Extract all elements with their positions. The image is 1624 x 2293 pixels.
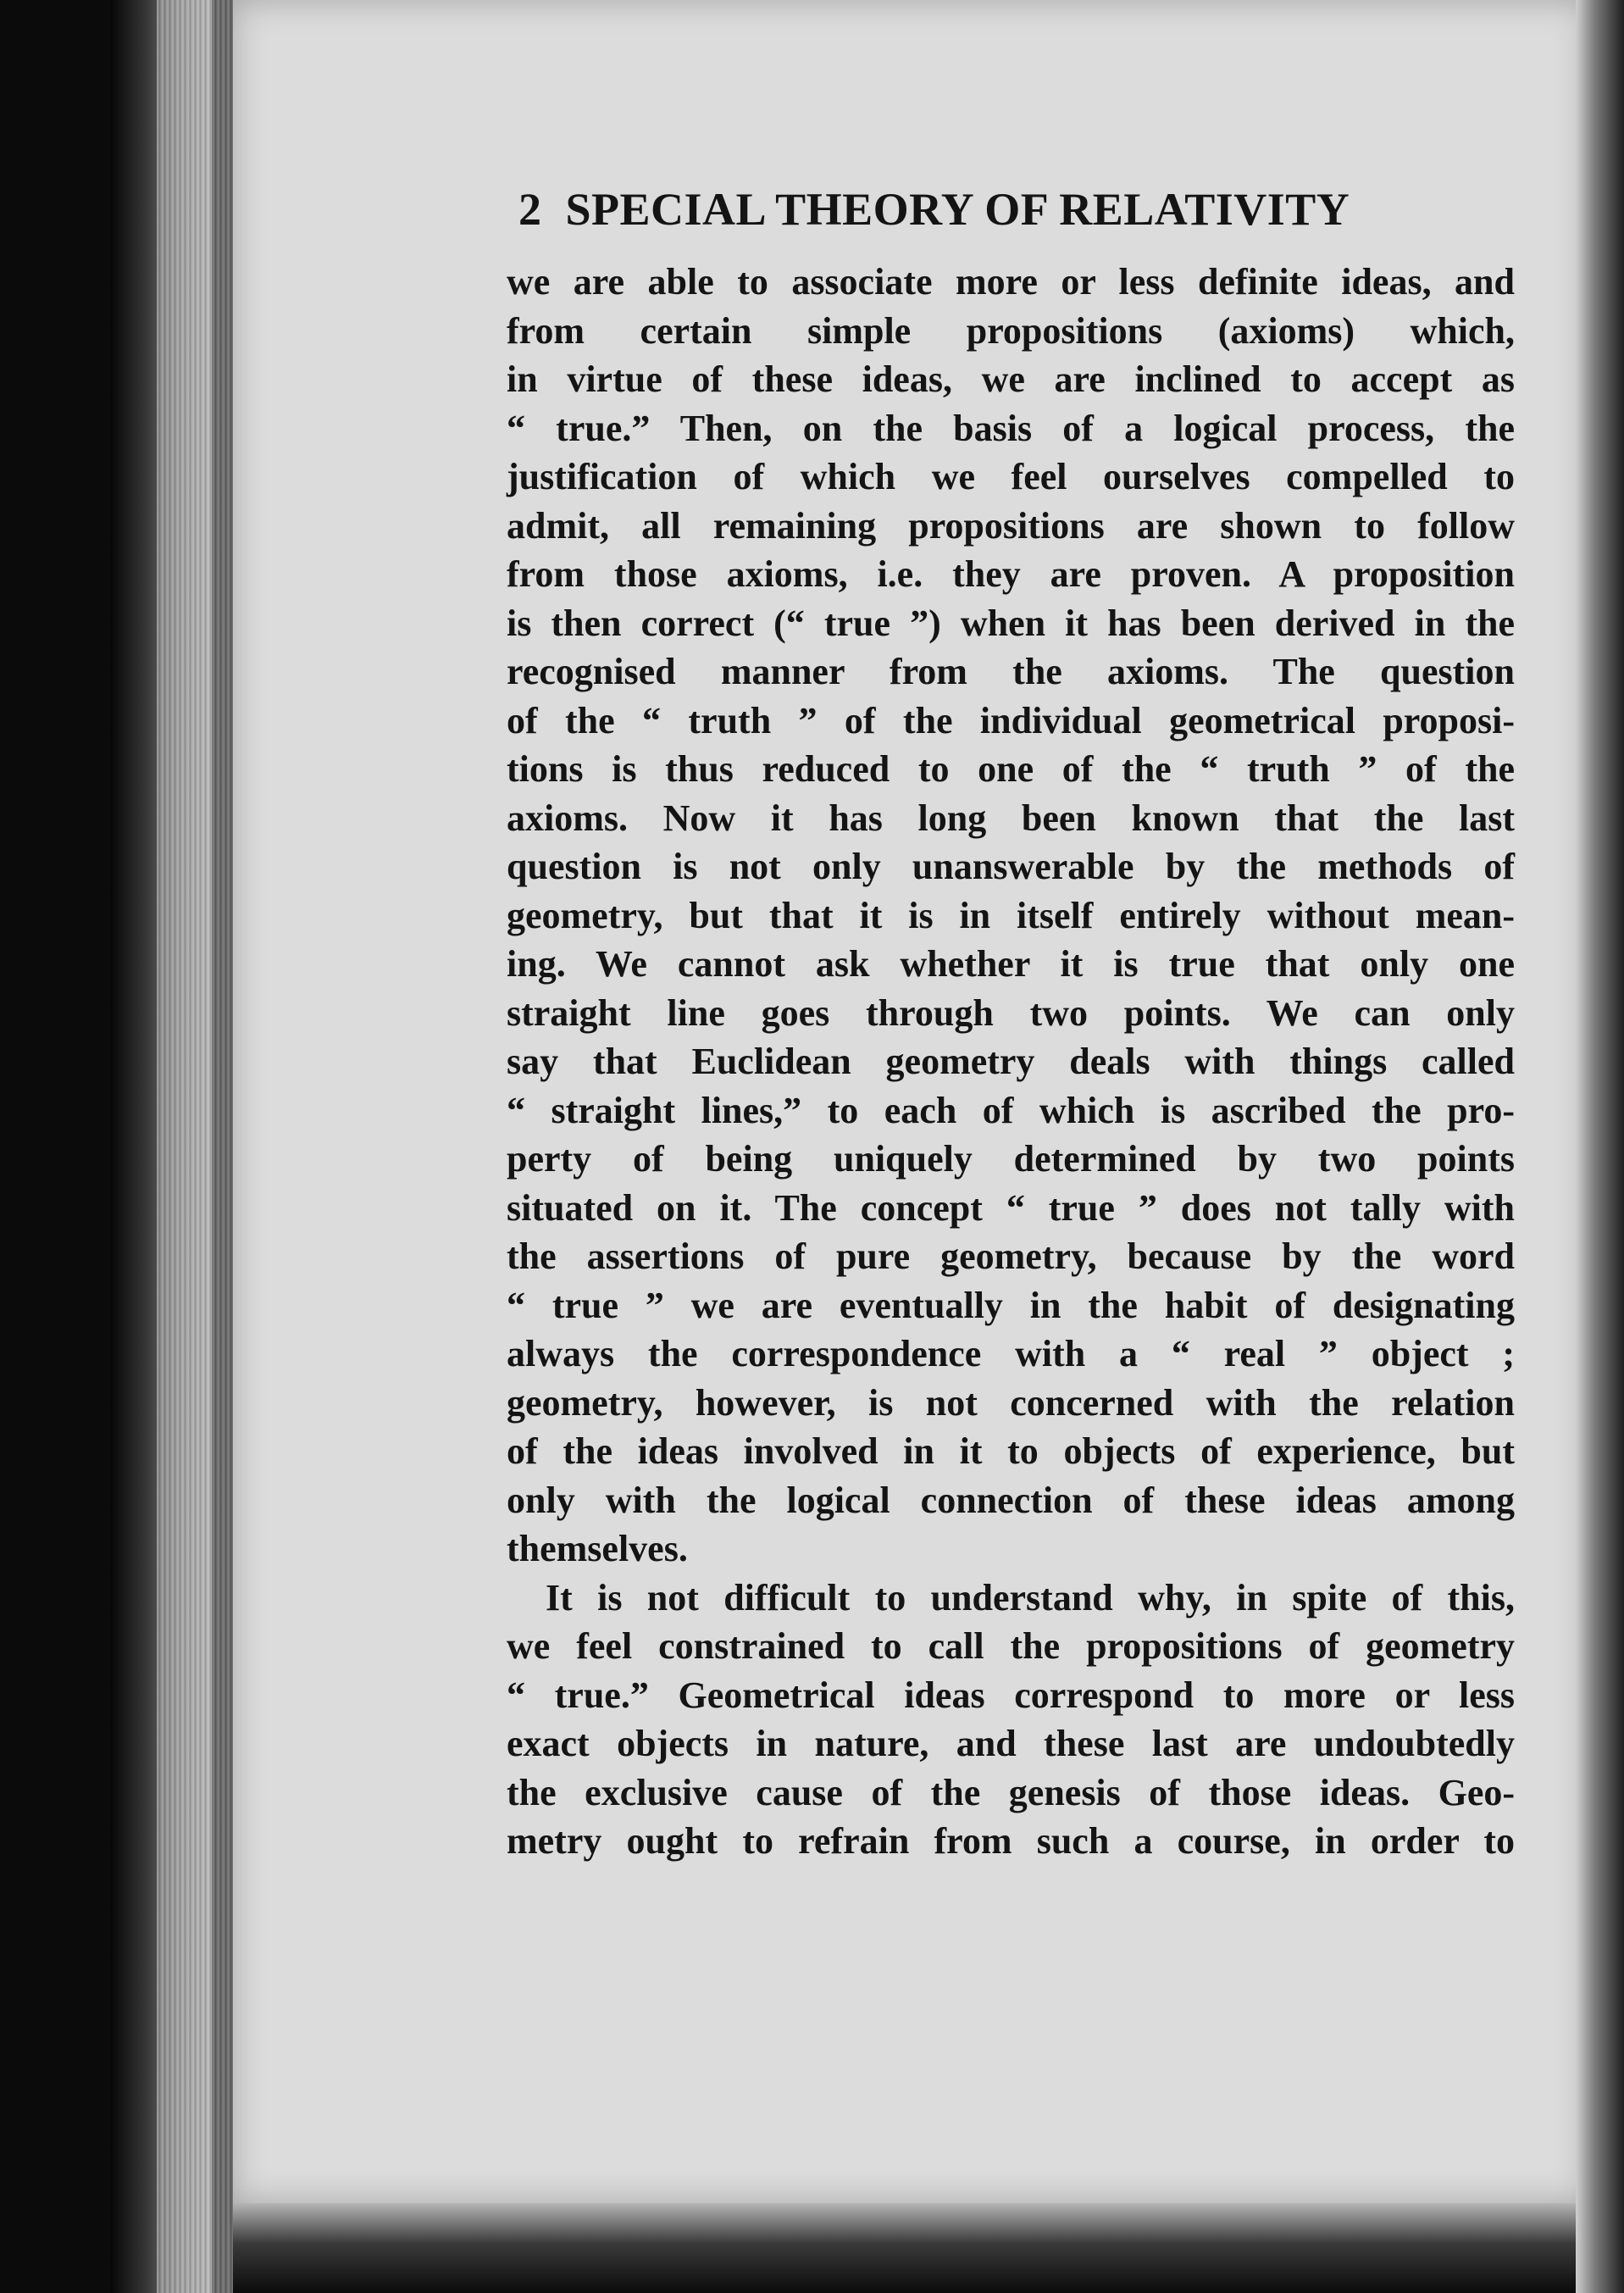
- running-head-title: SPECIAL THEORY OF RELATIVITY: [565, 184, 1350, 235]
- text-line: the exclusive cause of the genesis of those ideas. Geo-: [507, 1771, 1515, 1813]
- text-line: straight line goes through two points. We can only: [507, 991, 1515, 1034]
- text-line: only with the logical connection of these ideas among: [507, 1479, 1515, 1521]
- page-number: 2: [518, 184, 542, 235]
- running-head: [518, 178, 1515, 241]
- text-line: axioms. Now it has long been known that the last: [507, 797, 1515, 839]
- text-line: It is not difficult to understand why, in spite of this,: [546, 1576, 1515, 1618]
- paragraph-2: [507, 1574, 1515, 1866]
- text-line: from certain simple propositions (axioms) which,: [507, 309, 1515, 352]
- text-column: [507, 178, 1515, 1866]
- text-line: themselves.: [507, 1528, 688, 1569]
- text-line: in virtue of these ideas, we are inclined to accept as: [507, 358, 1515, 400]
- text-line: the assertions of pure geometry, because by the word: [507, 1235, 1515, 1277]
- text-line: “ straight lines,” to each of which is ascribed the pro-: [507, 1089, 1515, 1131]
- text-line: “ true ” we are eventually in the habit of designating: [507, 1284, 1515, 1326]
- text-line: geometry, but that it is in itself entirely without mean-: [507, 894, 1515, 936]
- text-line: admit, all remaining propositions are shown to follow: [507, 504, 1515, 547]
- text-line: metry ought to refrain from such a course, in order to: [507, 1820, 1515, 1862]
- text-line: tions is thus reduced to one of the “ truth ” of the: [507, 748, 1515, 790]
- text-line: always the correspondence with a “ real ” object ;: [507, 1333, 1515, 1374]
- text-line: “ true.” Then, on the basis of a logical process, the: [507, 407, 1515, 449]
- text-line: from those axioms, i.e. they are proven. A proposition: [507, 553, 1515, 595]
- paragraph-1: [507, 258, 1515, 1574]
- page-bottom-edge: [233, 2203, 1588, 2293]
- text-line: recognised manner from the axioms. The question: [507, 651, 1515, 692]
- text-line: ing. We cannot ask whether it is true that only one: [507, 943, 1515, 985]
- text-line: perty of being uniquely determined by two points: [507, 1138, 1515, 1180]
- text-line: we are able to associate more or less definite ideas, and: [507, 261, 1515, 303]
- text-line: we feel constrained to call the propositions of geometry: [507, 1625, 1515, 1667]
- text-line: is then correct (“ true ”) when it has been derived in the: [507, 602, 1515, 644]
- right-page-edge: [1576, 0, 1624, 2293]
- text-line: justification of which we feel ourselves compelled to: [507, 456, 1515, 497]
- text-line: “ true.” Geometrical ideas correspond to more or less: [507, 1674, 1515, 1716]
- text-line: exact objects in nature, and these last are undoubtedly: [507, 1723, 1515, 1764]
- text-line: question is not only unanswerable by the methods of: [507, 846, 1515, 887]
- text-line: situated on it. The concept “ true ” does not tally with: [507, 1186, 1515, 1229]
- text-line: of the ideas involved in it to objects of experience, but: [507, 1430, 1515, 1472]
- text-line: of the “ truth ” of the individual geometrical proposi-: [507, 699, 1515, 741]
- text-line: say that Euclidean geometry deals with things called: [507, 1041, 1515, 1082]
- text-line: geometry, however, is not concerned with the relation: [507, 1381, 1515, 1424]
